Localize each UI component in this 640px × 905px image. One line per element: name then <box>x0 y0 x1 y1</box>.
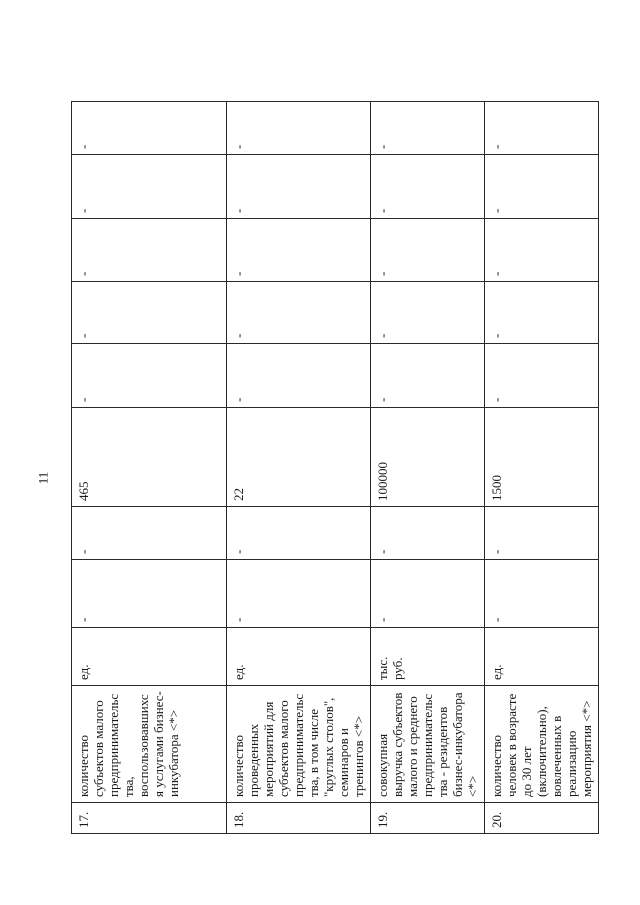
indicator-name: совокупная выручка субъектов малого и среднего предпринимательства - резидентов бизнес-инкубатора <*> <box>371 686 485 803</box>
value-cell: 1500 <box>485 408 599 507</box>
value-cell: - <box>371 102 485 155</box>
value-cell: - <box>227 102 371 155</box>
value-cell: 100000 <box>371 408 485 507</box>
value-cell: - <box>485 102 599 155</box>
page-number: 11 <box>35 471 51 485</box>
value-cell: - <box>227 507 371 560</box>
value-cell: 465 <box>72 408 227 507</box>
unit: ед. <box>485 628 599 686</box>
table-row <box>485 102 599 834</box>
value-cell: - <box>485 219 599 282</box>
table-row <box>227 102 371 834</box>
value-cell: 22 <box>227 408 371 507</box>
value-cell: - <box>371 344 485 408</box>
value-cell: - <box>485 344 599 408</box>
value-cell: - <box>72 102 227 155</box>
row-number: 19. <box>371 803 485 834</box>
value-cell: - <box>371 155 485 219</box>
value-cell: - <box>371 219 485 282</box>
unit: ед. <box>227 628 371 686</box>
value-cell: - <box>227 560 371 628</box>
value-cell: - <box>227 344 371 408</box>
value-cell: - <box>72 155 227 219</box>
value-cell: - <box>485 155 599 219</box>
indicators-table <box>71 101 599 834</box>
value-cell: - <box>227 155 371 219</box>
value-cell: - <box>227 219 371 282</box>
value-cell: - <box>227 282 371 344</box>
value-cell: - <box>72 282 227 344</box>
value-cell: - <box>485 560 599 628</box>
unit: тыс. руб. <box>371 628 485 686</box>
value-cell: - <box>72 560 227 628</box>
rotated-table-container <box>71 102 594 834</box>
value-cell: - <box>72 219 227 282</box>
value-cell: - <box>371 507 485 560</box>
value-cell: - <box>72 507 227 560</box>
indicator-name: количество субъектов малого предпринимательства, воспользовавшихся услугами бизнес-инкубатора <*> <box>72 686 227 803</box>
row-number: 17. <box>72 803 227 834</box>
row-number: 20. <box>485 803 599 834</box>
unit: ед. <box>72 628 227 686</box>
value-cell: - <box>72 344 227 408</box>
value-cell: - <box>371 560 485 628</box>
table-row <box>371 102 485 834</box>
table-row <box>72 102 227 834</box>
value-cell: - <box>371 282 485 344</box>
value-cell: - <box>485 507 599 560</box>
indicator-name: количество проведенных мероприятий для субъектов малого предпринимательства, в том числе "круглых столов", семинаров и тренингов <*> <box>227 686 371 803</box>
row-number: 18. <box>227 803 371 834</box>
indicator-name: количество человек в возрасте до 30 лет (включительно), вовлеченных в реализацию мероприятия <*> <box>485 686 599 803</box>
value-cell: - <box>485 282 599 344</box>
